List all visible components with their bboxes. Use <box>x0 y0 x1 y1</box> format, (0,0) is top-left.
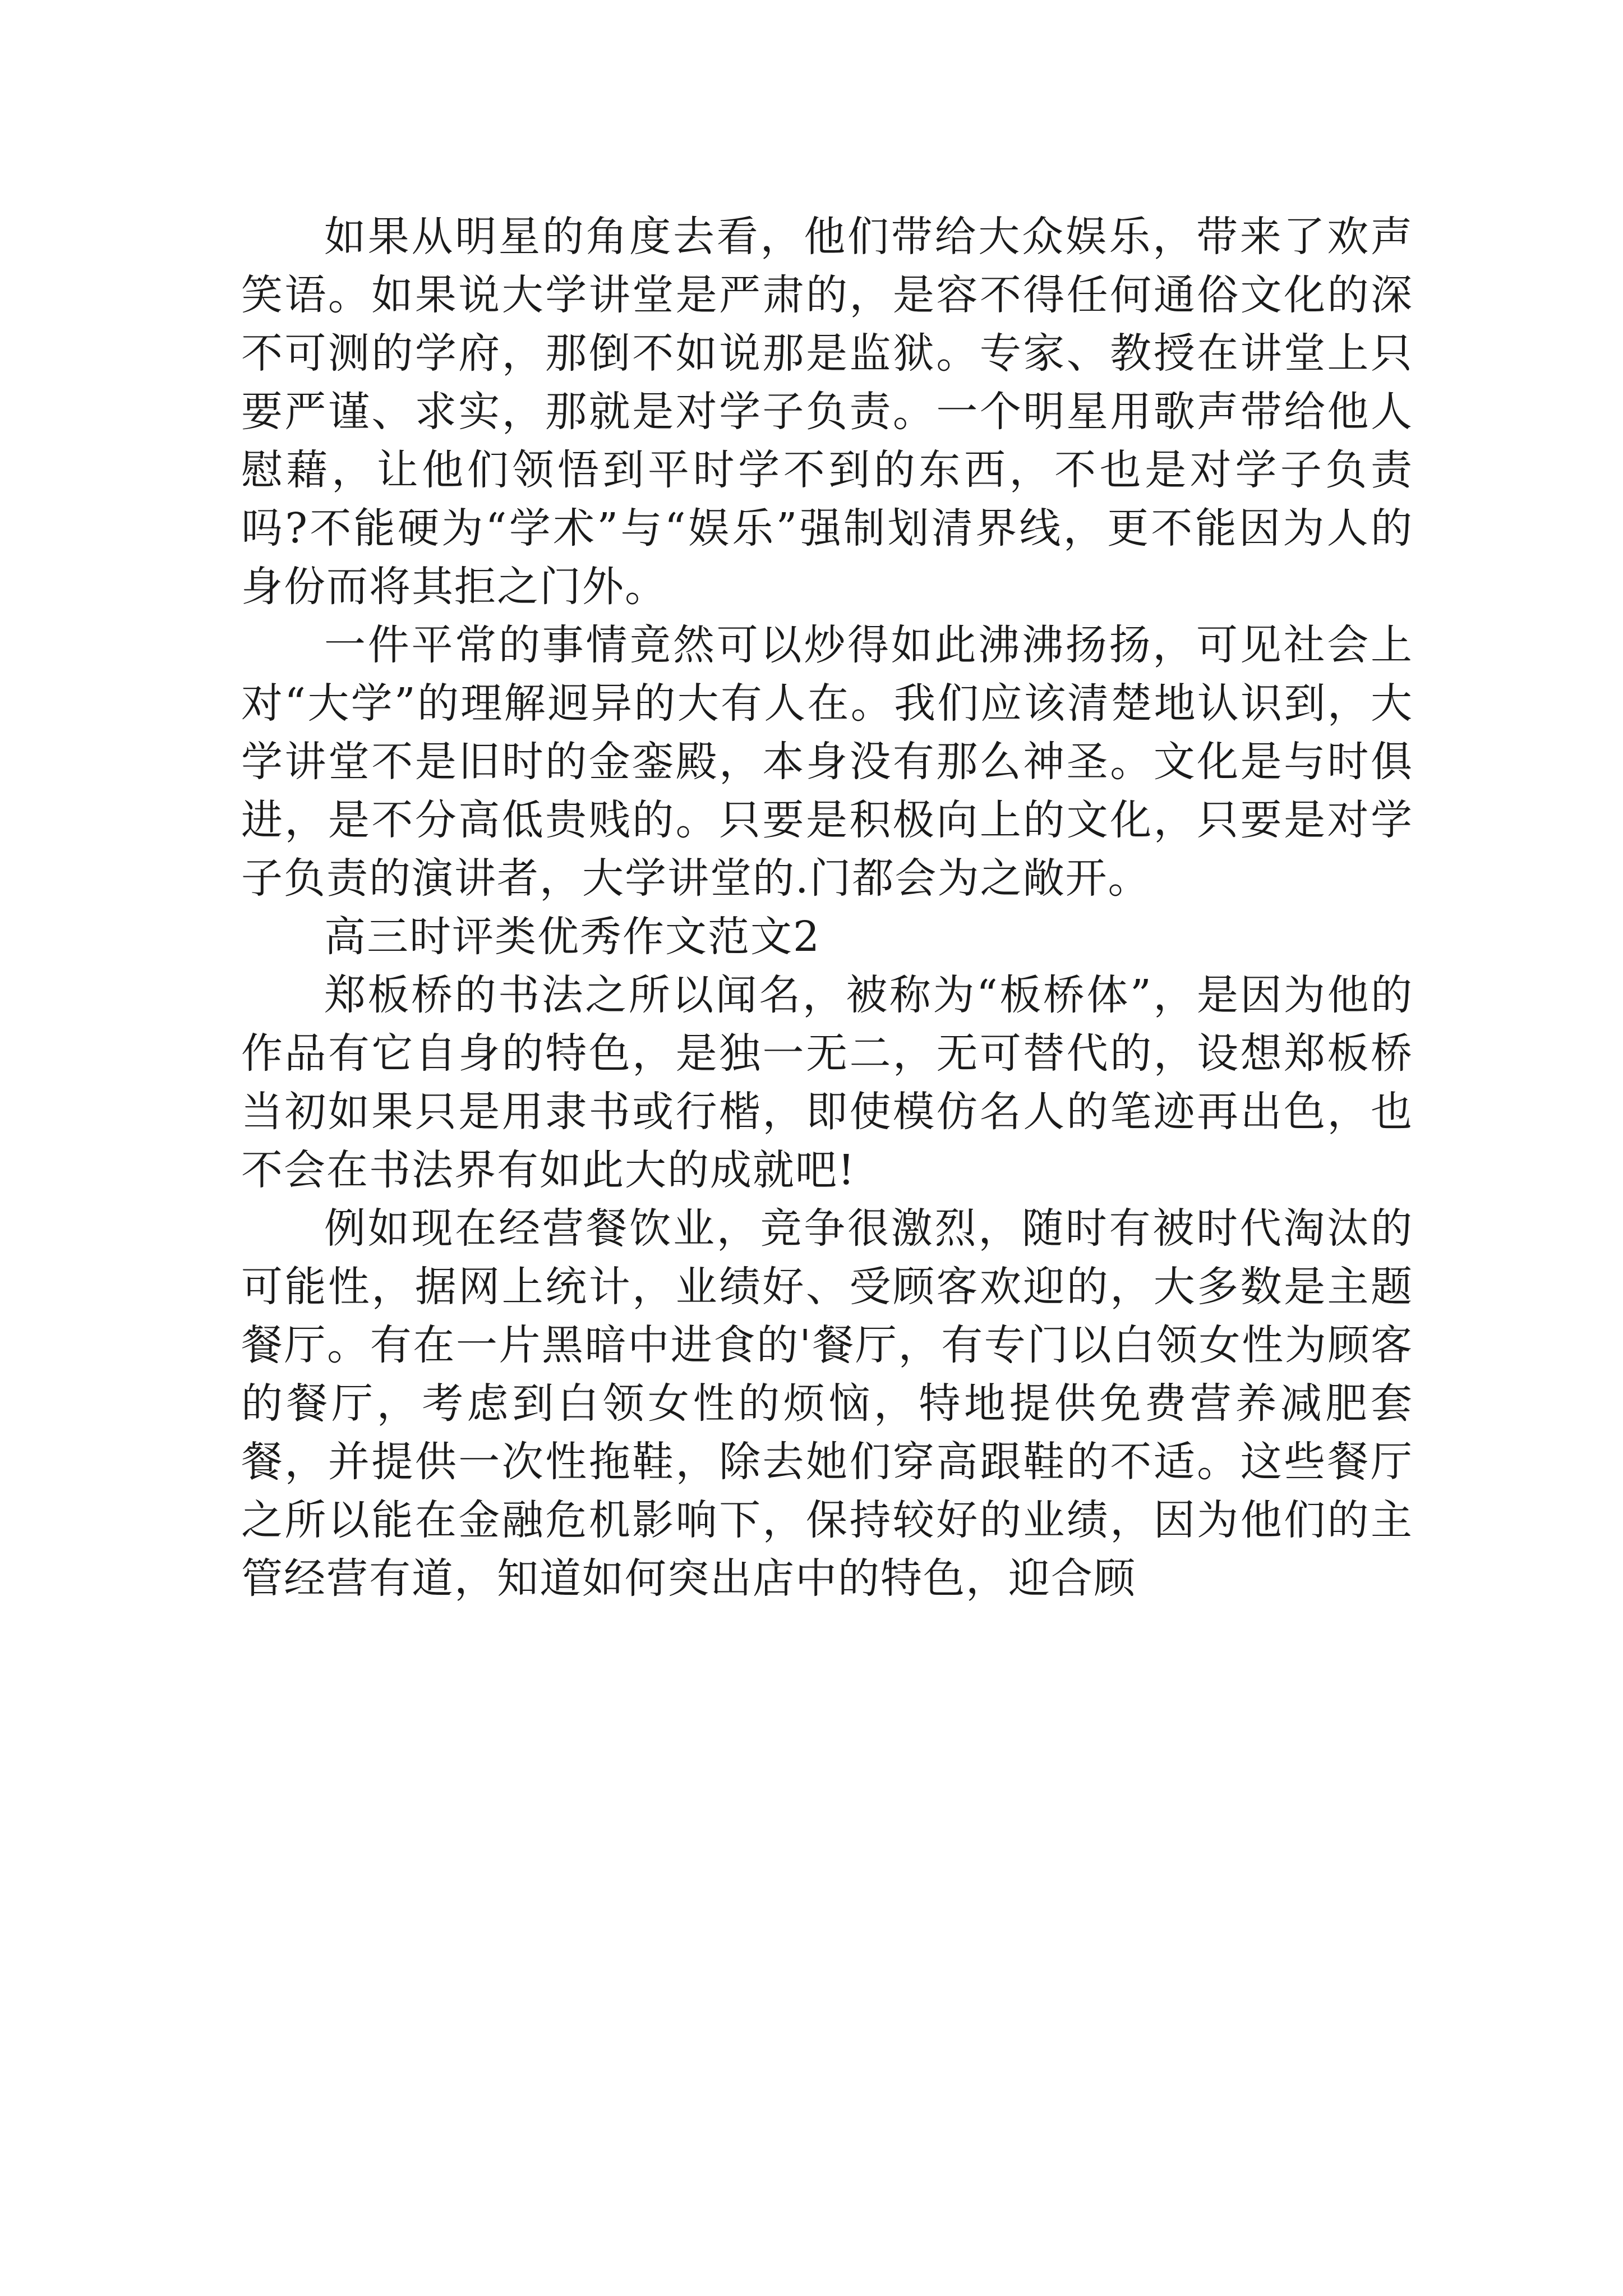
document-body <box>241 208 1413 1608</box>
essay-heading: 高三时评类优秀作文范文2 <box>324 913 821 961</box>
paragraph-theme-restaurants: 例如现在经营餐饮业，竞争很激烈，随时有被时代淘汰的可能性，据网上统计，业绩好、受顾客欢迎的，大多数是主题餐厅。有在一片黑暗中进食的'餐厅，有专门以白领女性为顾客的餐厅，考虑到白领女性的烦恼，特地提供免费营养减肥套餐，并提供一次性拖鞋，除去她们穿高跟鞋的不适。这些餐厅之所以能在金融危机影响下，保持较好的业绩，因为他们的主管经营有道，知道如何突出店中的特色，迎合顾 <box>241 1204 1413 1603</box>
paragraph-university-lecture-hall: 一件平常的事情竟然可以炒得如此沸沸扬扬，可见社会上对“大学”的理解迥异的大有人在。我们应该清楚地认识到，大学讲堂不是旧时的金銮殿，本身没有那么神圣。文化是与时俱进，是不分高低贵贱的。只要是积极向上的文化，只要是对学子负责的演讲者，大学讲堂的.门都会为之敞开。 <box>241 621 1413 903</box>
paragraph-stars-entertainment: 如果从明星的角度去看，他们带给大众娱乐，带来了欢声笑语。如果说大学讲堂是严肃的，是容不得任何通俗文化的深不可测的学府，那倒不如说那是监狱。专家、教授在讲堂上只要严谨、求实，那就是对学子负责。一个明星用歌声带给他人慰藉，让他们领悟到平时学不到的东西，不也是对学子负责吗?不能硬为“学术”与“娱乐”强制划清界线，更不能因为人的身份而将其拒之门外。 <box>241 213 1413 611</box>
paragraph-zheng-banqiao: 郑板桥的书法之所以闻名，被称为“板桥体”，是因为他的作品有它自身的特色，是独一无二，无可替代的，设想郑板桥当初如果只是用隶书或行楷，即使模仿名人的笔迹再出色，也不会在书法界有如此大的成就吧! <box>241 971 1413 1194</box>
